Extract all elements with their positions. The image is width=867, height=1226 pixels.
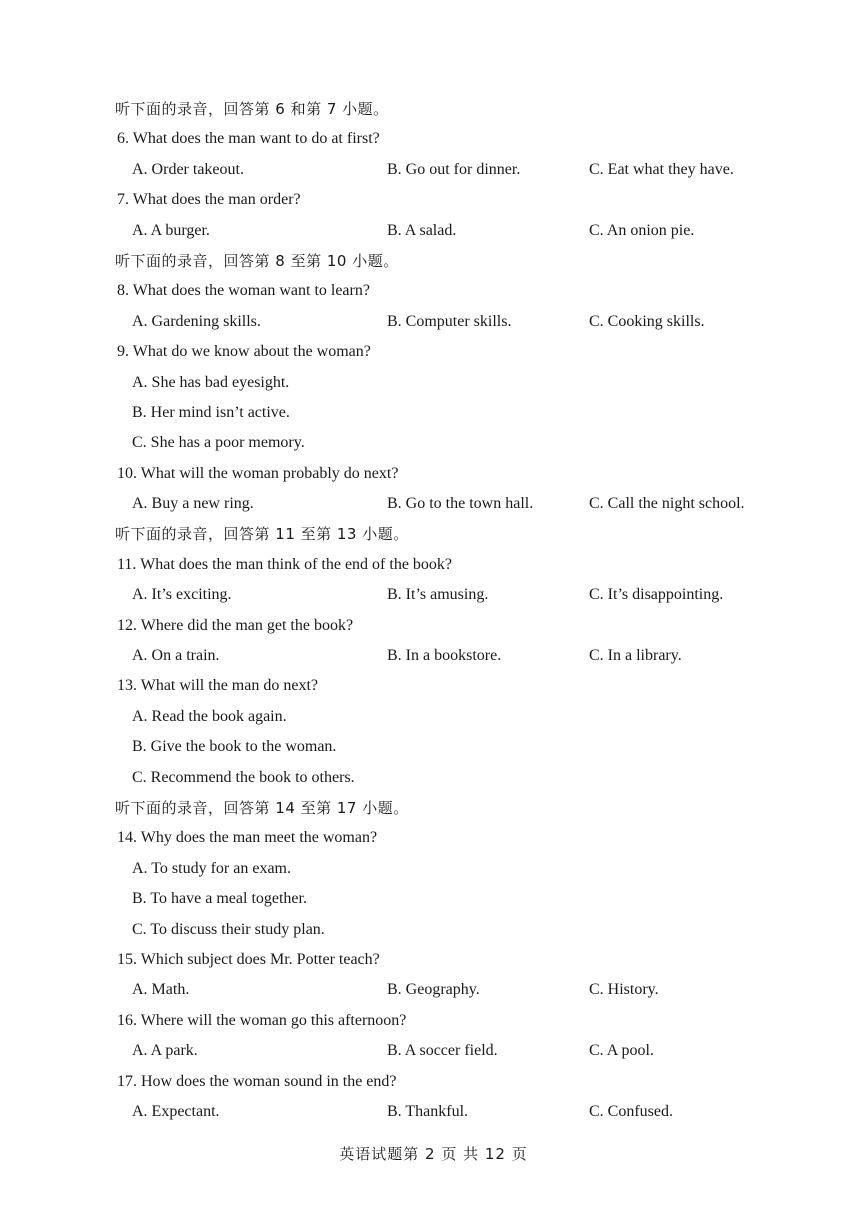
option-b: B. Go to the town hall. xyxy=(387,495,534,513)
question-text: 13. What will the man do next? xyxy=(117,677,318,695)
answer-options xyxy=(115,1036,815,1066)
option-c: C. A pool. xyxy=(589,1042,654,1060)
option-c: C. It’s disappointing. xyxy=(589,586,724,604)
option-b: B. Thankful. xyxy=(387,1102,469,1120)
option-a: A. She has bad eyesight. xyxy=(132,373,290,391)
option-b: B. It’s amusing. xyxy=(387,586,489,604)
option-b: B. Give the book to the woman. xyxy=(132,738,337,756)
option-a: A. Math. xyxy=(132,981,190,999)
answer-options xyxy=(115,216,815,246)
option-c: C. Eat what they have. xyxy=(589,160,734,178)
answer-options xyxy=(115,489,815,519)
option-c: C. In a library. xyxy=(589,647,682,665)
option-a: A. A park. xyxy=(132,1042,198,1060)
question-text: 7. What does the man order? xyxy=(117,191,301,209)
option-b: B. A soccer field. xyxy=(387,1042,498,1060)
question-text: 15. Which subject does Mr. Potter teach? xyxy=(117,950,380,968)
section-instruction: 听下面的录音，回答第 14 至第 17 小题。 xyxy=(115,798,409,817)
question-text: 16. Where will the woman go this afternoon? xyxy=(117,1011,407,1029)
option-b: B. Computer skills. xyxy=(387,312,512,330)
answer-options xyxy=(115,580,815,610)
option-a: A. Buy a new ring. xyxy=(132,495,254,513)
option-c: C. Call the night school. xyxy=(589,495,745,513)
option-a: A. Expectant. xyxy=(132,1102,220,1120)
option-a: A. Gardening skills. xyxy=(132,312,261,330)
option-c: C. An onion pie. xyxy=(589,221,695,239)
option-b: B. In a bookstore. xyxy=(387,647,502,665)
question-text: 14. Why does the man meet the woman? xyxy=(117,829,378,847)
option-b: B. Her mind isn’t active. xyxy=(132,403,290,421)
answer-options xyxy=(115,307,815,337)
question-text: 11. What does the man think of the end of the book? xyxy=(117,555,453,573)
option-b: B. Geography. xyxy=(387,981,480,999)
question-text: 8. What does the woman want to learn? xyxy=(117,282,370,300)
option-a: A. A burger. xyxy=(132,221,210,239)
option-c: C. Cooking skills. xyxy=(589,312,705,330)
listening-questions xyxy=(115,94,815,1127)
option-c: C. To discuss their study plan. xyxy=(132,920,325,938)
option-a: A. It’s exciting. xyxy=(132,586,232,604)
answer-options xyxy=(115,155,815,185)
option-b: B. To have a meal together. xyxy=(132,890,307,908)
option-c: C. She has a poor memory. xyxy=(132,434,305,452)
section-instruction: 听下面的录音，回答第 8 至第 10 小题。 xyxy=(115,251,399,270)
option-b: B. Go out for dinner. xyxy=(387,160,521,178)
option-c: C. Confused. xyxy=(589,1102,673,1120)
option-a: A. Read the book again. xyxy=(132,707,287,725)
answer-options xyxy=(115,1097,815,1127)
question-text: 17. How does the woman sound in the end? xyxy=(117,1072,397,1090)
page-footer: 英语试题第 2 页 共 12 页 xyxy=(339,1145,528,1163)
question-text: 6. What does the man want to do at first? xyxy=(117,130,380,148)
answer-options xyxy=(115,641,815,671)
option-a: A. Order takeout. xyxy=(132,160,244,178)
section-instruction: 听下面的录音，回答第 6 和第 7 小题。 xyxy=(115,100,389,118)
section-instruction: 听下面的录音，回答第 11 至第 13 小题。 xyxy=(115,525,409,544)
option-a: A. On a train. xyxy=(132,647,220,665)
option-c: C. History. xyxy=(589,981,659,999)
option-b: B. A salad. xyxy=(387,221,457,239)
option-c: C. Recommend the book to others. xyxy=(132,768,355,786)
question-text: 12. Where did the man get the book? xyxy=(117,616,354,634)
answer-options xyxy=(115,975,815,1005)
option-a: A. To study for an exam. xyxy=(132,859,291,877)
question-text: 10. What will the woman probably do next? xyxy=(117,464,399,482)
question-text: 9. What do we know about the woman? xyxy=(117,343,371,361)
